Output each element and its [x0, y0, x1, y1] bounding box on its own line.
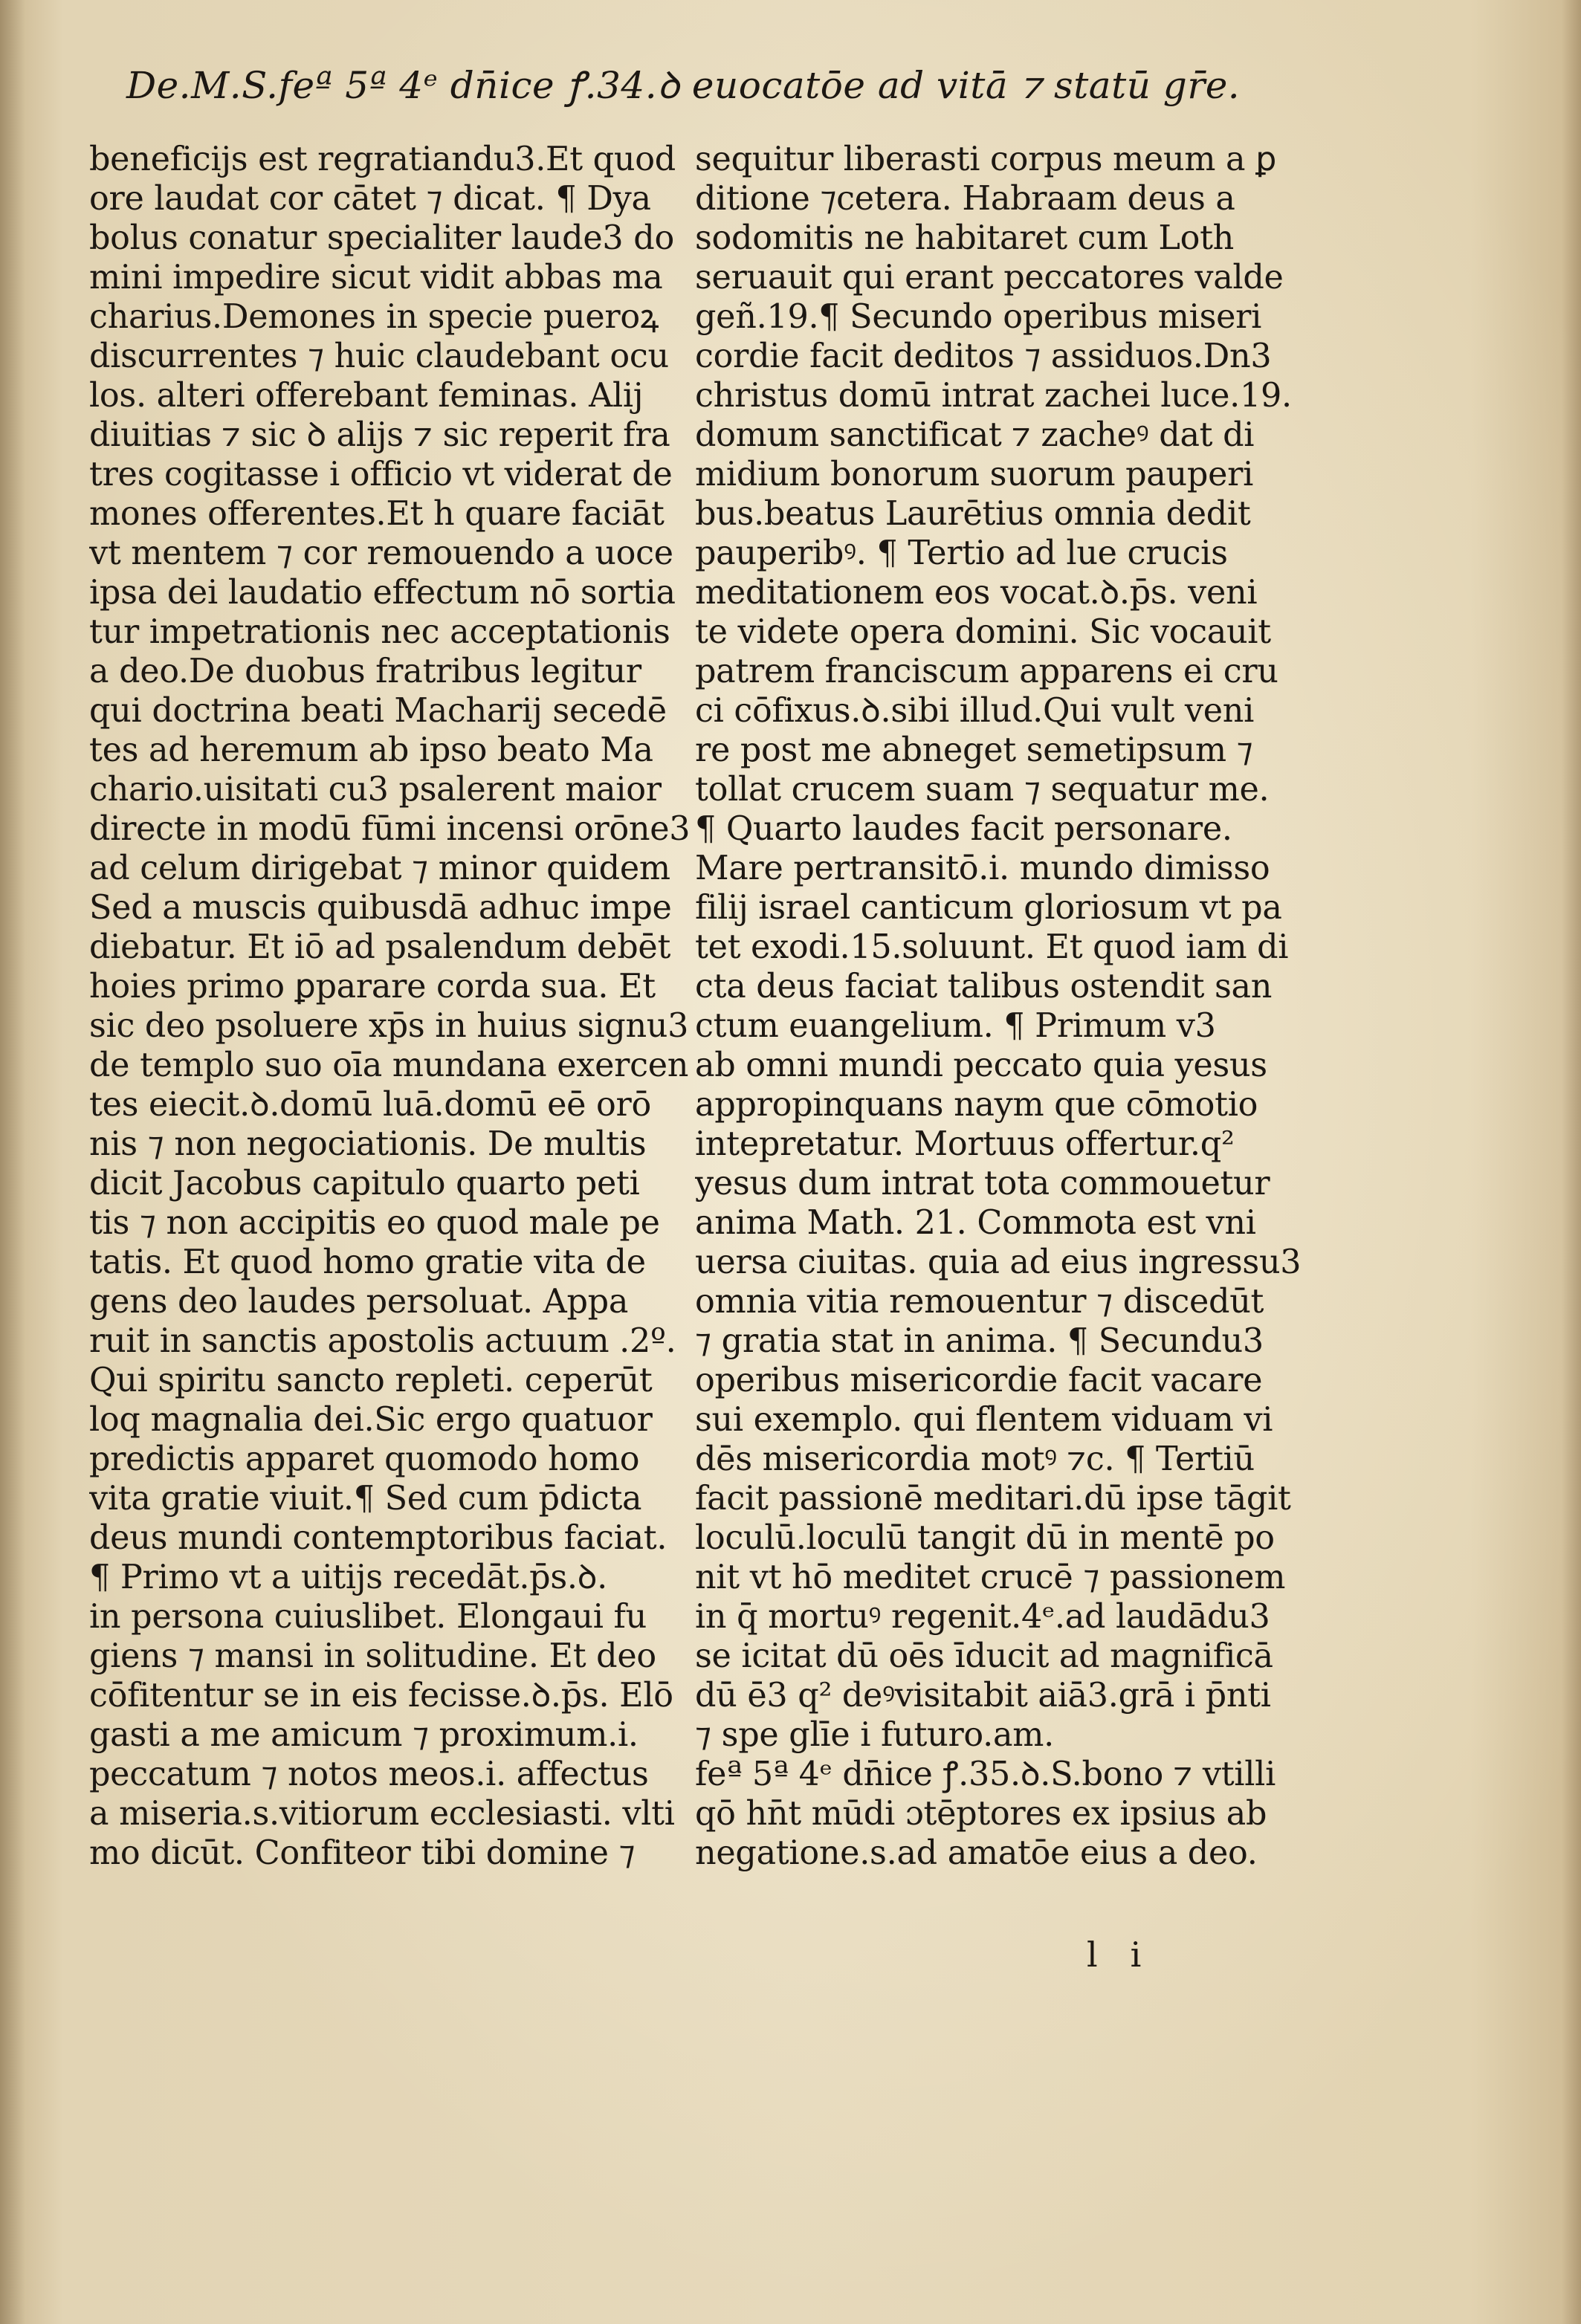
text-line: loculū.loculū tangit dū in mentē po	[695, 1519, 1275, 1557]
text-line: tres cogitasse i officio vt viderat de	[89, 456, 673, 493]
text-line: mones offerentes.Et h quare faciāt	[89, 495, 665, 533]
text-line: deus mundi contemptoribus faciat.	[89, 1519, 667, 1557]
text-line: patrem franciscum apparens ei cru	[695, 653, 1278, 690]
text-line: sui exemplo. qui flentem viduam vi	[695, 1401, 1273, 1439]
text-line: cta deus faciat talibus ostendit san	[695, 968, 1273, 1006]
text-line: dū ē3 q² deꝰvisitabit aiā3.grā i p̄nti	[695, 1677, 1271, 1715]
text-line: qō hn̄t mūdi ɔtēptores ex ipsius ab	[695, 1795, 1267, 1833]
gutter-shadow	[0, 0, 25, 2324]
text-line: mo dicūt. Confiteor tibi domine ⁊	[89, 1834, 636, 1872]
text-line: tur impetrationis nec acceptationis	[89, 613, 670, 651]
text-line: peccatum ⁊ notos meos.i. affectus	[89, 1755, 649, 1793]
text-line: facit passionē meditari.dū ipse tāgit	[695, 1480, 1291, 1518]
text-line: te videte opera domini. Sic vocauit	[695, 613, 1271, 651]
text-line: omnia vitia remouentur ⁊ discedūt	[695, 1283, 1264, 1321]
text-line: discurrentes ⁊ huic claudebant ocu	[89, 337, 669, 375]
text-line: tet exodi.15.soluunt. Et quod iam di	[695, 928, 1289, 966]
text-line: tis ⁊ non accipitis eo quod male pe	[89, 1204, 660, 1242]
text-line: anima Math. 21. Commota est vni	[695, 1204, 1256, 1242]
page-edge	[1562, 0, 1581, 2324]
text-line: ab omni mundi peccato quia yesus	[695, 1046, 1267, 1084]
text-line: tes ad heremum ab ipso beato Ma	[89, 731, 653, 769]
text-line: intepretatur. Mortuus offertur.q²	[695, 1125, 1235, 1163]
text-line: gens deo laudes persoluat. Appa	[89, 1283, 629, 1321]
text-line: ditione ⁊cetera. Habraam deus a	[695, 180, 1235, 218]
text-line: loq magnalia dei.Sic ergo quatuor	[89, 1401, 653, 1439]
text-line: geñ.19.¶ Secundo operibus miseri	[695, 298, 1262, 336]
text-line: diuitias ⁊ sic ꝺ alijs ⁊ sic reperit fra	[89, 416, 670, 454]
text-line: ctum euangelium. ¶ Primum v3	[695, 1007, 1216, 1045]
text-line: tatis. Et quod homo gratie vita de	[89, 1243, 646, 1281]
text-line: cordie facit deditos ⁊ assiduos.Dn3	[695, 337, 1272, 375]
text-line: tes eiecit.ꝺ.domū luā.domū eē orō	[89, 1086, 651, 1124]
text-line: yesus dum intrat tota commouetur	[695, 1165, 1270, 1203]
running-head: De.M.S.feª 5ª 4ᵉ dn̄ice ꝭ.34.ꝺ euocatōe ad vitā ⁊ statū gr̄e.	[126, 64, 1241, 107]
text-line: tollat crucem suam ⁊ sequatur me.	[695, 771, 1270, 809]
text-line: operibus misericordie facit vacare	[695, 1362, 1263, 1399]
text-line: in q̄ mortuꝰ regenit.4ᵉ.ad laudādu3	[695, 1598, 1270, 1636]
text-line: directe in modū fūmi incensi orōne3	[89, 810, 691, 848]
right-text-column	[695, 140, 1304, 1873]
text-line: nis ⁊ non negociationis. De multis	[89, 1125, 647, 1163]
text-line: ruit in sanctis apostolis actuum .2º.	[89, 1322, 676, 1360]
text-line: beneficijs est regratiandu3.Et quod	[89, 140, 676, 178]
text-line: filij israel canticum gloriosum vt pa	[695, 889, 1282, 927]
text-line: sodomitis ne habitaret cum Loth	[695, 219, 1235, 257]
text-line: Sed a muscis quibusdā adhuc impe	[89, 889, 672, 927]
text-line: cōfitentur se in eis fecisse.ꝺ.p̄s. Elō	[89, 1677, 673, 1715]
text-line: negatione.s.ad amatōe eius a deo.	[695, 1834, 1258, 1872]
text-line: se icitat dū oēs īducit ad magnificā	[695, 1637, 1273, 1675]
text-line: charius.Demones in specie pueroꝝ	[89, 298, 659, 336]
text-line: ¶ Primo vt a uitijs recedāt.p̄s.ꝺ.	[89, 1558, 607, 1596]
text-line: meditationem eos vocat.ꝺ.p̄s. veni	[695, 574, 1258, 612]
text-line: feª 5ª 4ᵉ dn̄ice ꝭ.35.ꝺ.S.bono ⁊ vtilli	[695, 1755, 1276, 1793]
text-line: ⁊ spe glīe i futuro.am.	[695, 1716, 1054, 1754]
text-line: ad celum dirigebat ⁊ minor quidem	[89, 849, 670, 887]
signature-mark: l i	[1087, 1935, 1142, 1975]
text-line: a miseria.s.vitiorum ecclesiasti. vlti	[89, 1795, 675, 1833]
text-line: predictis apparet quomodo homo	[89, 1440, 640, 1478]
text-line: Qui spiritu sancto repleti. ceperūt	[89, 1362, 653, 1399]
text-line: domum sanctificat ⁊ zacheꝰ dat di	[695, 416, 1255, 454]
text-line: pauperibꝰ. ¶ Tertio ad lue crucis	[695, 534, 1228, 572]
text-line: ipsa dei laudatio effectum nō sortia	[89, 574, 676, 612]
text-line: christus domū intrat zachei luce.19.	[695, 377, 1292, 415]
text-line: in persona cuiuslibet. Elongaui fu	[89, 1598, 647, 1636]
text-line: nit vt hō meditet crucē ⁊ passionem	[695, 1558, 1286, 1596]
text-line: chario.uisitati cu3 psalerent maior	[89, 771, 662, 809]
text-line: dēs misericordia motꝰ ⁊c. ¶ Tertiū	[695, 1440, 1255, 1478]
text-line: sequitur liberasti corpus meum a ꝑ	[695, 140, 1277, 178]
text-line: giens ⁊ mansi in solitudine. Et deo	[89, 1637, 656, 1675]
text-line: mini impedire sicut vidit abbas ma	[89, 259, 663, 297]
text-line: bolus conatur specialiter laude3 do	[89, 219, 674, 257]
text-line: re post me abneget semetipsum ⁊	[695, 731, 1253, 769]
text-line: a deo.De duobus fratribus legitur	[89, 653, 641, 690]
text-line: midium bonorum suorum pauperi	[695, 456, 1254, 493]
left-text-column	[89, 140, 699, 1873]
text-line: ore laudat cor cātet ⁊ dicat. ¶ Dya	[89, 180, 651, 218]
text-line: hoies primo ꝑparare corda sua. Et	[89, 968, 656, 1006]
text-line: bus.beatus Laurētius omnia dedit	[695, 495, 1251, 533]
text-line: ⁊ gratia stat in anima. ¶ Secundu3	[695, 1322, 1264, 1360]
text-line: vita gratie viuit.¶ Sed cum p̄dicta	[89, 1480, 642, 1518]
text-line: los. alteri offerebant feminas. Alij	[89, 377, 644, 415]
text-line: diebatur. Et iō ad psalendum debēt	[89, 928, 671, 966]
text-line: qui doctrina beati Macharij secedē	[89, 692, 667, 730]
text-line: vt mentem ⁊ cor remouendo a uoce	[89, 534, 673, 572]
text-line: dicit Jacobus capitulo quarto peti	[89, 1165, 640, 1203]
text-line: uersa ciuitas. quia ad eius ingressu3	[695, 1243, 1302, 1281]
text-line: ci cōfixus.ꝺ.sibi illud.Qui vult veni	[695, 692, 1255, 730]
text-line: ¶ Quarto laudes facit personare.	[695, 810, 1232, 848]
text-line: Mare pertransitō.i. mundo dimisso	[695, 849, 1270, 887]
text-line: gasti a me amicum ⁊ proximum.i.	[89, 1716, 638, 1754]
text-line: seruauit qui erant peccatores valde	[695, 259, 1284, 297]
text-line: sic deo psoluere xp̄s in huius signu3	[89, 1007, 689, 1045]
text-line: appropinquans naym que cōmotio	[695, 1086, 1258, 1124]
text-line: de templo suo oīa mundana exercen	[89, 1046, 689, 1084]
